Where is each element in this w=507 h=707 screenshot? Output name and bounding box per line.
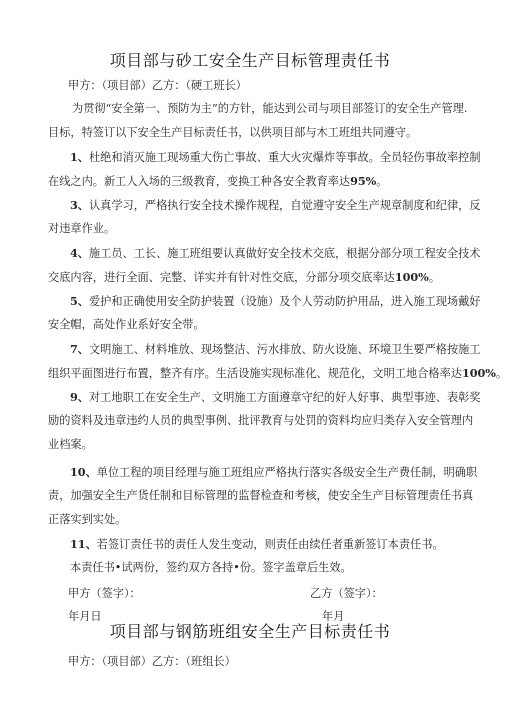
item-11-number: 11、	[70, 537, 97, 551]
item-1-text-1: 杜绝和消灭施工现场重大伤亡事故、重大火灾爆炸等事故。全员轻伤事故率控制	[88, 151, 481, 164]
item-3-line-2: 对违章作业。	[48, 222, 116, 235]
item-4-text-1: 施工员、工长、施工班组要认真做好安全技术交底，根据分部分项工程安全技术	[88, 247, 481, 260]
parties-line: 甲方：（项目部）乙方：（硬工班长）	[68, 79, 247, 92]
date-party-a: 年月日	[68, 610, 102, 623]
signature-party-b: 乙方（签字）：	[310, 587, 383, 600]
item-1-text-2: 在线之内。新工人入场的三级教育，变换工种各安全教育率达	[48, 175, 351, 188]
intro-line-2: 目标，特签订以下安全生产目标责任书，以供项目部与木工班组共同遵守。	[48, 126, 418, 139]
item-5-line-2: 安全帽，高处作业系好安全带。	[48, 318, 205, 331]
item-10-number: 10、	[70, 465, 97, 479]
item-3-text-1: 认真学习，严格执行安全技术操作规程，自觉遵守安全生产规章制度和纪律，反	[88, 199, 481, 212]
item-9-text-1: 对工地职工在安全生产、文明施工方面遵章守纪的好人好事、典型事迹、表彰奖	[88, 391, 481, 404]
item-4-text-2-end: 。	[428, 271, 441, 284]
item-10-line-3: 正落实到实处。	[48, 513, 127, 526]
item-4-line-2	[48, 270, 440, 285]
signature-party-a: 甲方（签字）：	[68, 587, 141, 600]
item-9-line-3: 业档案。	[48, 438, 93, 451]
copies-line: 本责任书•试两份，签约双方各持•份。签字盖章后生效。	[70, 561, 352, 574]
item-7-number: 7、	[70, 342, 89, 356]
second-parties-line: 甲方：（项目部）乙方：（班组长）	[68, 655, 236, 668]
item-7-text-2: 组织平面图进行布置，整齐有序。生活设施实现标准化、规范化，文明工地合格率达	[48, 367, 462, 380]
item-4-text-2: 交底内容，进行全面、完整、详实并有针对性交底，分部分项交底率达	[48, 271, 395, 284]
item-9-number: 9、	[70, 390, 89, 404]
item-7-rate: 100%	[461, 366, 496, 380]
item-10-line-1	[70, 465, 477, 480]
document-title: 项目部与砂工安全生产目标管理责任书	[109, 51, 391, 70]
item-7-text-1: 文明施工、材料堆放、现场整洁、污水排放、防火设施、环境卫生要严格按施工	[88, 343, 481, 356]
item-1-line-1	[70, 150, 481, 165]
item-5-line-1	[70, 294, 481, 309]
item-7-line-2	[48, 366, 507, 381]
intro-line-1: 为贯彻“安全第一、预防为主”的方针，能达到公司与项目部签订的安全生产管理.	[72, 102, 468, 115]
item-1-text-2-end: 。	[376, 175, 388, 188]
item-7-line-1	[70, 342, 481, 357]
item-10-line-2: 责，加强安全生产货任制和目标管理的监督检查和考核，使安全生产目标管理责任书真	[48, 489, 474, 502]
item-4-rate: 100%	[394, 270, 429, 284]
item-9-line-1	[70, 390, 481, 405]
item-4-line-1	[70, 246, 481, 261]
item-11-line-1	[70, 537, 444, 552]
item-4-number: 4、	[70, 246, 89, 260]
item-3-number: 3、	[70, 198, 89, 212]
item-1-rate: 95%	[350, 174, 377, 188]
item-5-number: 5、	[70, 294, 89, 308]
item-1-line-2	[48, 174, 387, 189]
item-11-text-1: 若签订责任书的责任人发生变动，则责任由续任者重新签订本责任书。	[96, 538, 444, 551]
item-3-line-1	[70, 198, 481, 213]
item-7-text-2-end: 。	[495, 367, 507, 380]
second-document-title: 项目部与钢筋班组安全生产目标责任书	[109, 622, 391, 641]
item-1-number: 1、	[70, 150, 89, 164]
date-party-b: 年月	[322, 610, 345, 623]
item-10-text-1: 单位工程的项目经理与施工班组应严格执行落实各级安全生产费任制，明确职	[96, 466, 478, 479]
item-5-text-1: 爱护和正确使用安全防护装置（设施）及个人劳动防护用品，进入施工现场戴好	[88, 295, 481, 308]
item-9-line-2: 励的资料及违章违约人员的典型事例、批评教育与处罚的资料均应归类存入安全管理内	[48, 414, 474, 427]
